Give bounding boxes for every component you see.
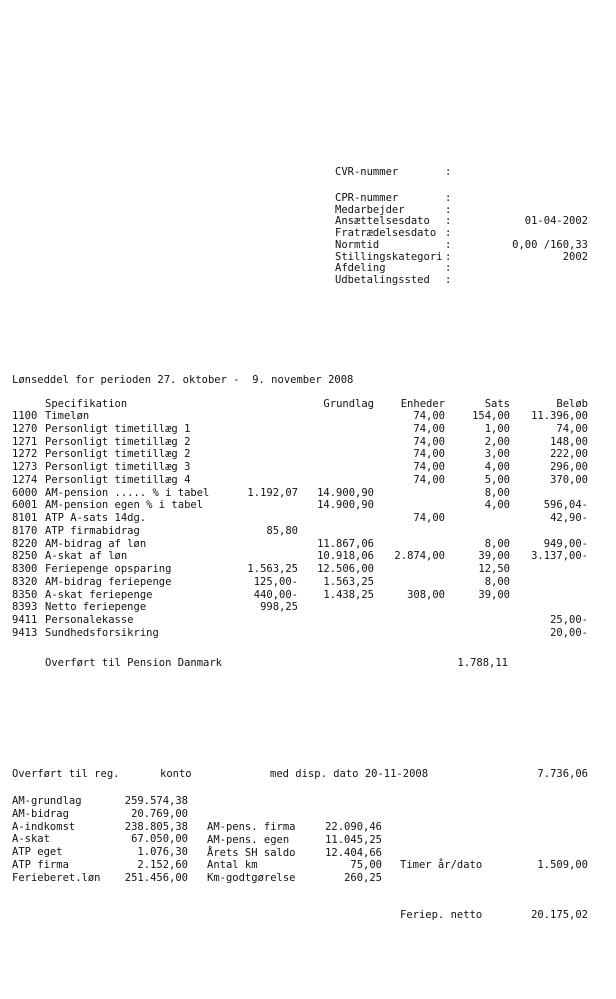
line-code: 1271 bbox=[12, 435, 38, 448]
line-grundlag: 11.867,06 bbox=[317, 537, 374, 550]
info-sep: : bbox=[445, 262, 452, 275]
line-belob: 222,00 bbox=[550, 448, 588, 461]
info-value: 01-04-2002 bbox=[524, 215, 588, 228]
header-enheder: Enheder bbox=[400, 398, 445, 410]
info-sep: : bbox=[445, 250, 452, 263]
line-code: 8220 bbox=[12, 537, 38, 550]
summary-value: 11.045,25 bbox=[325, 833, 382, 846]
line-sats: 1,00 bbox=[484, 422, 510, 435]
summary-value: 20.769,00 bbox=[131, 807, 188, 820]
line-enheder: 308,00 bbox=[407, 588, 445, 601]
summary-value: 12.404,66 bbox=[325, 846, 382, 859]
line-code: 6000 bbox=[12, 486, 38, 499]
line-text: Personligt timetillæg 4 bbox=[45, 473, 191, 486]
line-text: Personligt timetillæg 1 bbox=[45, 422, 191, 435]
line-grundlag: 1.563,25 bbox=[323, 575, 374, 588]
summary-value: 251.456,00 bbox=[124, 871, 188, 884]
summary-value: 1.509,00 bbox=[537, 859, 588, 871]
line-text: ATP firmabidrag bbox=[45, 524, 140, 537]
pension-label: Overført til Pension Danmark bbox=[45, 657, 223, 669]
line-enheder: 74,00 bbox=[413, 461, 445, 473]
line-pre-amount: 125,00- bbox=[253, 575, 298, 588]
line-text: A-skat af løn bbox=[45, 550, 128, 563]
info-sep: : bbox=[445, 273, 452, 286]
line-code: 8170 bbox=[12, 524, 38, 537]
summary-label: AM-grundlag bbox=[12, 795, 82, 807]
summary-label: Årets SH saldo bbox=[207, 846, 296, 859]
line-belob: 42,90- bbox=[550, 512, 588, 524]
transfer-value: 7.736,06 bbox=[537, 768, 588, 780]
line-code: 1272 bbox=[12, 448, 38, 461]
info-label: Medarbejder bbox=[335, 203, 405, 216]
header-specifikation: Specifikation bbox=[45, 398, 128, 410]
header-belob: Beløb bbox=[556, 398, 588, 410]
line-enheder: 2.874,00 bbox=[394, 550, 445, 563]
line-code: 1273 bbox=[12, 461, 38, 473]
transfer-konto: konto bbox=[160, 768, 192, 780]
line-sats: 39,00 bbox=[478, 588, 510, 601]
line-belob: 370,00 bbox=[550, 473, 588, 486]
info-sep: : bbox=[445, 192, 452, 204]
info-sep: : bbox=[445, 203, 452, 216]
summary-value: 75,00 bbox=[350, 859, 382, 872]
line-text: Personligt timetillæg 3 bbox=[45, 461, 191, 473]
summary-label: Timer år/dato bbox=[400, 859, 483, 871]
line-grundlag: 14.900,90 bbox=[317, 499, 374, 512]
summary-label: ATP eget bbox=[12, 846, 63, 859]
line-code: 1270 bbox=[12, 422, 38, 435]
line-code: 9413 bbox=[12, 626, 38, 639]
info-sep: : bbox=[445, 227, 452, 240]
line-text: AM-bidrag feriepenge bbox=[45, 575, 172, 588]
info-value: 2002 bbox=[562, 250, 588, 263]
line-text: Personligt timetillæg 2 bbox=[45, 448, 191, 461]
info-label: CPR-nummer bbox=[335, 192, 399, 204]
summary-label: AM-pens. firma bbox=[207, 821, 296, 833]
info-label: Stillingskategori bbox=[335, 250, 443, 263]
info-sep: : bbox=[445, 238, 452, 251]
line-belob: 74,00 bbox=[556, 422, 588, 435]
info-label: Fratrædelsesdato bbox=[335, 227, 437, 240]
line-belob: 949,00- bbox=[543, 537, 588, 550]
summary-value: 260,25 bbox=[344, 872, 382, 885]
line-sats: 12,50 bbox=[478, 563, 510, 575]
line-enheder: 74,00 bbox=[413, 448, 445, 461]
transfer-label: Overført til reg. bbox=[12, 768, 120, 780]
summary-label: A-indkomst bbox=[12, 820, 76, 833]
line-sats: 4,00 bbox=[484, 499, 510, 512]
line-pre-amount: 440,00- bbox=[253, 588, 298, 601]
line-code: 6001 bbox=[12, 499, 38, 512]
summary-label: ATP firma bbox=[12, 859, 69, 871]
line-code: 1274 bbox=[12, 473, 38, 486]
line-pre-amount: 1.563,25 bbox=[247, 563, 298, 575]
line-belob: 20,00- bbox=[550, 626, 588, 639]
line-text: Netto feriepenge bbox=[45, 601, 147, 614]
line-pre-amount: 85,80 bbox=[266, 524, 298, 537]
info-label: Udbetalingssted bbox=[335, 273, 430, 286]
info-sep: : bbox=[445, 215, 452, 228]
line-code: 8350 bbox=[12, 588, 38, 601]
header-sats: Sats bbox=[484, 398, 510, 410]
header-grundlag: Grundlag bbox=[323, 398, 374, 410]
line-grundlag: 14.900,90 bbox=[317, 486, 374, 499]
line-belob: 596,04- bbox=[543, 499, 588, 512]
line-enheder: 74,00 bbox=[413, 422, 445, 435]
info-label: Ansættelsesdato bbox=[335, 215, 430, 228]
net-value: 20.175,02 bbox=[531, 909, 588, 921]
line-code: 8300 bbox=[12, 563, 38, 575]
line-enheder: 74,00 bbox=[413, 473, 445, 486]
line-sats: 154,00 bbox=[472, 410, 510, 422]
line-text: AM-bidrag af løn bbox=[45, 537, 147, 550]
line-pre-amount: 998,25 bbox=[260, 601, 298, 614]
line-enheder: 74,00 bbox=[413, 410, 445, 422]
line-grundlag: 12.506,00 bbox=[317, 563, 374, 575]
line-pre-amount: 1.192,07 bbox=[247, 486, 298, 499]
period-title: Lønseddel for perioden 27. oktober - 9. november 2008 bbox=[12, 374, 354, 386]
line-grundlag: 10.918,06 bbox=[317, 550, 374, 563]
pension-value: 1.788,11 bbox=[457, 657, 508, 669]
summary-label: AM-pens. egen bbox=[207, 833, 290, 846]
info-label: Afdeling bbox=[335, 262, 386, 275]
summary-label: Antal km bbox=[207, 859, 258, 872]
line-belob: 25,00- bbox=[550, 614, 588, 626]
line-belob: 148,00 bbox=[550, 435, 588, 448]
line-text: Sundhedsforsikring bbox=[45, 626, 159, 639]
line-sats: 8,00 bbox=[484, 537, 510, 550]
cvr-sep: : bbox=[445, 166, 452, 178]
summary-value: 238.805,38 bbox=[124, 820, 188, 833]
info-label: Normtid bbox=[335, 238, 380, 251]
line-text: A-skat feriepenge bbox=[45, 588, 153, 601]
line-sats: 4,00 bbox=[484, 461, 510, 473]
line-code: 8250 bbox=[12, 550, 38, 563]
line-belob: 296,00 bbox=[550, 461, 588, 473]
line-code: 9411 bbox=[12, 614, 38, 626]
summary-value: 259.574,38 bbox=[124, 795, 188, 807]
line-sats: 3,00 bbox=[484, 448, 510, 461]
line-text: AM-pension ..... % i tabel bbox=[45, 486, 210, 499]
cvr-label: CVR-nummer bbox=[335, 166, 399, 178]
line-code: 8320 bbox=[12, 575, 38, 588]
line-text: AM-pension egen % i tabel bbox=[45, 499, 204, 512]
summary-value: 22.090,46 bbox=[325, 821, 382, 833]
line-enheder: 74,00 bbox=[413, 435, 445, 448]
info-value: 0,00 /160,33 bbox=[512, 238, 588, 251]
line-enheder: 74,00 bbox=[413, 512, 445, 524]
transfer-disp: med disp. dato 20-11-2008 bbox=[270, 768, 429, 780]
line-code: 8101 bbox=[12, 512, 38, 524]
line-grundlag: 1.438,25 bbox=[323, 588, 374, 601]
line-code: 8393 bbox=[12, 601, 38, 614]
summary-label: AM-bidrag bbox=[12, 807, 69, 820]
line-sats: 8,00 bbox=[484, 575, 510, 588]
summary-label: A-skat bbox=[12, 833, 50, 846]
line-text: Personalekasse bbox=[45, 614, 134, 626]
line-text: Timeløn bbox=[45, 410, 90, 422]
line-sats: 5,00 bbox=[484, 473, 510, 486]
line-code: 1100 bbox=[12, 410, 38, 422]
net-label: Feriep. netto bbox=[400, 909, 483, 921]
line-text: Feriepenge opsparing bbox=[45, 563, 172, 575]
line-sats: 39,00 bbox=[478, 550, 510, 563]
summary-label: Ferieberet.løn bbox=[12, 871, 101, 884]
line-belob: 11.396,00 bbox=[531, 410, 588, 422]
line-belob: 3.137,00- bbox=[531, 550, 588, 563]
summary-value: 2.152,60 bbox=[137, 859, 188, 871]
line-sats: 2,00 bbox=[484, 435, 510, 448]
line-sats: 8,00 bbox=[484, 486, 510, 499]
summary-value: 67.050,00 bbox=[131, 833, 188, 846]
line-text: Personligt timetillæg 2 bbox=[45, 435, 191, 448]
summary-value: 1.076,30 bbox=[137, 846, 188, 859]
summary-label: Km-godtgørelse bbox=[207, 872, 296, 885]
line-text: ATP A-sats 14dg. bbox=[45, 512, 147, 524]
